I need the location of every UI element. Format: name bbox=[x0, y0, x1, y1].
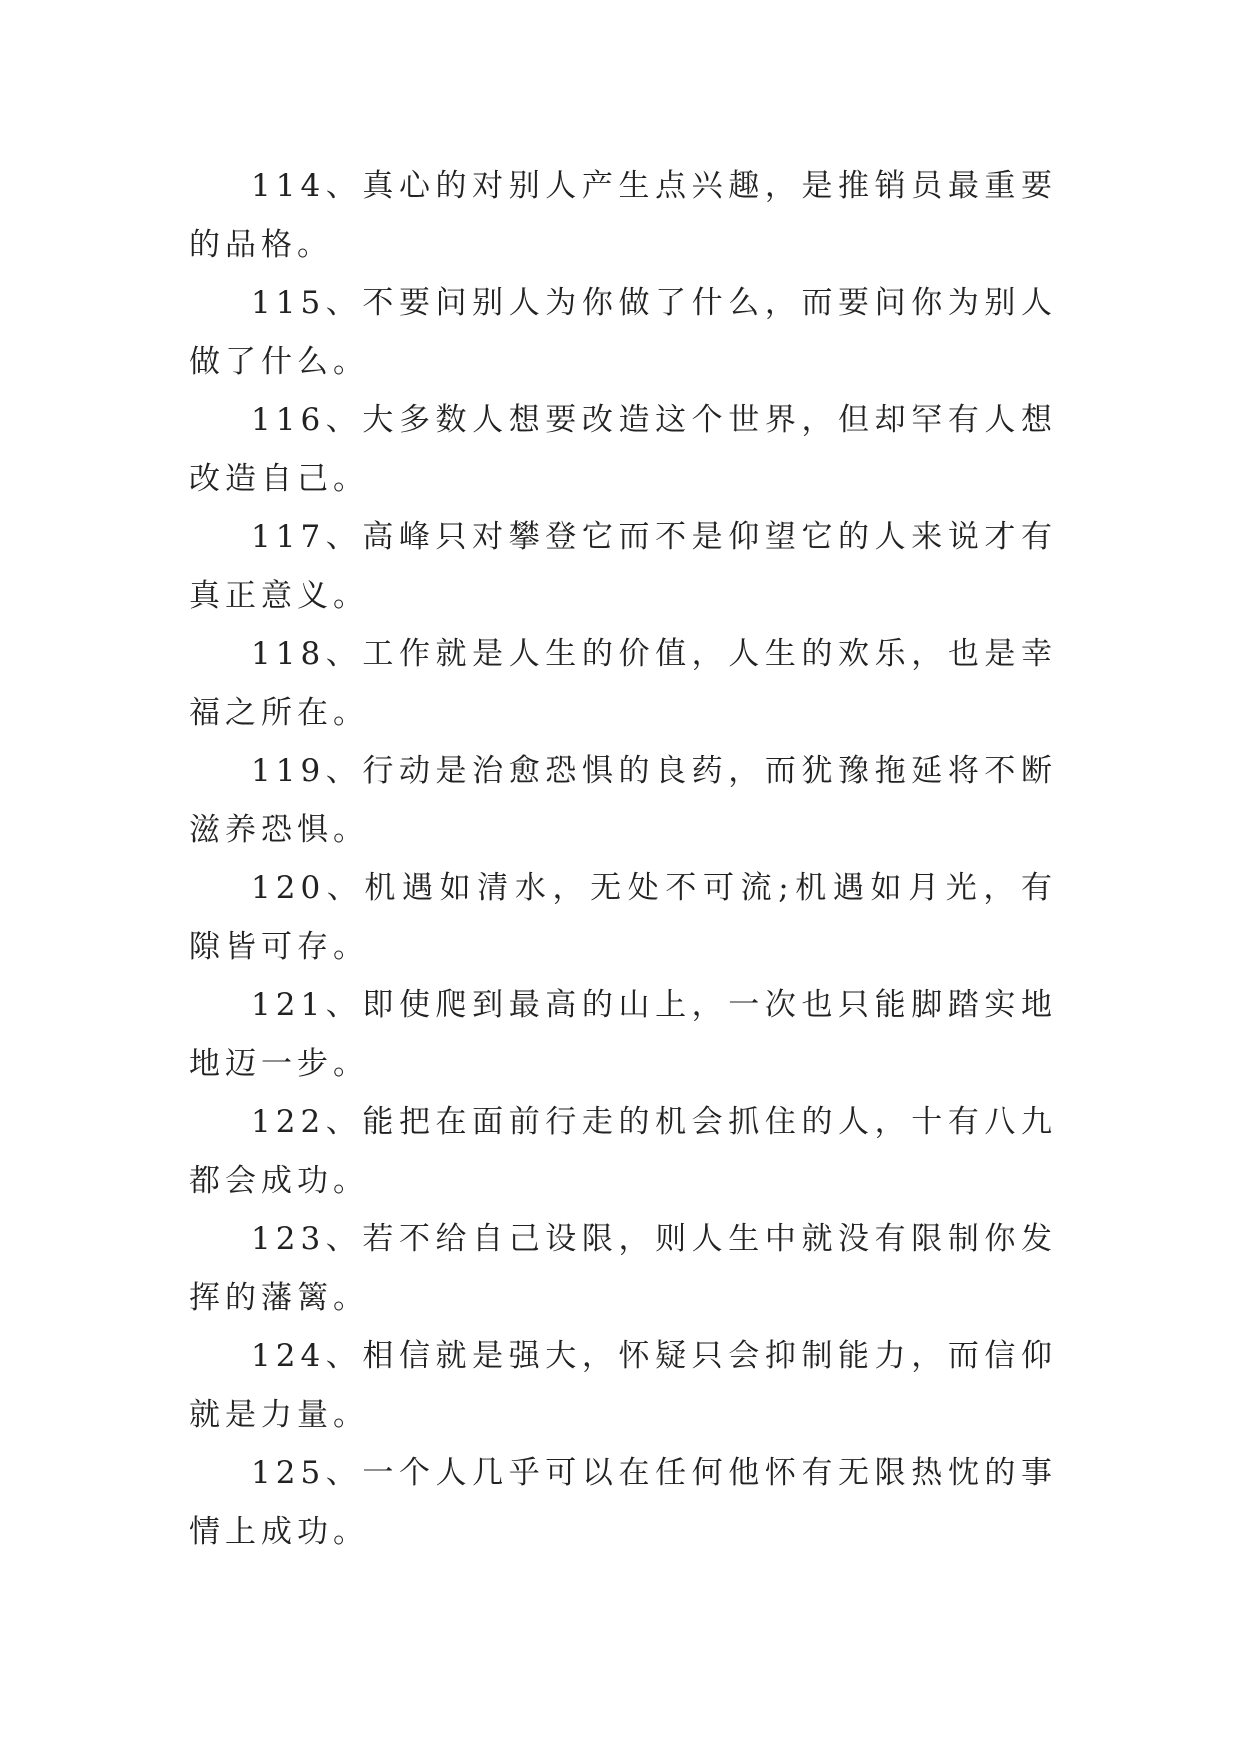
document-body bbox=[189, 157, 1057, 1561]
quote-paragraph: 119、行动是治愈恐惧的良药，而犹豫拖延将不断滋养恐惧。 bbox=[189, 753, 1057, 848]
quote-paragraph: 116、大多数人想要改造这个世界，但却罕有人想改造自己。 bbox=[189, 402, 1057, 497]
quote-paragraph: 120、机遇如清水，无处不可流;机遇如月光，有隙皆可存。 bbox=[189, 870, 1057, 965]
quote-paragraph: 125、一个人几乎可以在任何他怀有无限热忱的事情上成功。 bbox=[189, 1455, 1057, 1550]
quote-paragraph: 121、即使爬到最高的山上，一次也只能脚踏实地地迈一步。 bbox=[189, 987, 1057, 1082]
quote-paragraph: 115、不要问别人为你做了什么，而要问你为别人做了什么。 bbox=[189, 285, 1057, 380]
quote-paragraph: 122、能把在面前行走的机会抓住的人，十有八九都会成功。 bbox=[189, 1104, 1057, 1199]
quote-paragraph: 117、高峰只对攀登它而不是仰望它的人来说才有真正意义。 bbox=[189, 519, 1057, 614]
quote-paragraph: 124、相信就是强大，怀疑只会抑制能力，而信仰就是力量。 bbox=[189, 1338, 1057, 1433]
quote-paragraph: 114、真心的对别人产生点兴趣，是推销员最重要的品格。 bbox=[189, 168, 1057, 263]
quote-paragraph: 123、若不给自己设限，则人生中就没有限制你发挥的藩篱。 bbox=[189, 1221, 1057, 1316]
quote-paragraph: 118、工作就是人生的价值，人生的欢乐，也是幸福之所在。 bbox=[189, 636, 1057, 731]
